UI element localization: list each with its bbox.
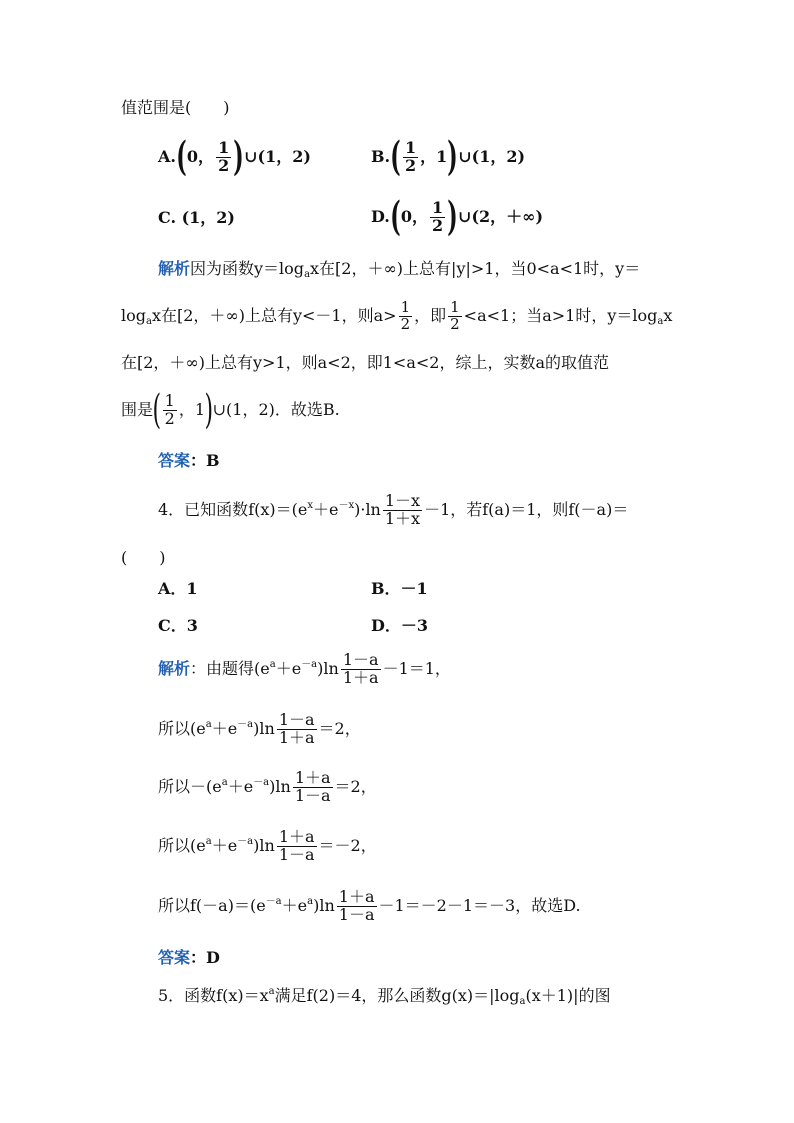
solution-label: 解析 [158,658,191,678]
fraction: $\frac{1-a}{1+a}$ [342,650,379,687]
question-5-stem: 5．函数$f(x)=x^a$满足f(2)＝4，那么函数$g(x)=|\log_a(x+1)|$的图 [158,986,611,1007]
option-b: B．－1 [371,579,428,598]
fraction: $\frac{1}{2}$ [431,198,444,235]
option-d: D.(0， $\frac{1}{2}$ )∪(2，＋∞) [371,193,544,241]
option-a: A．1 [158,579,198,598]
fraction: $\frac{1+a}{1-a}$ [338,887,375,924]
question-stem-tail: 值范围是( ) [121,98,230,117]
fraction: $\frac{1-x}{1+x}$ [384,491,421,528]
option-d: D．－3 [371,616,429,635]
option-b: B.( $\frac{1}{2}$ ，1)∪(1，2) [371,133,526,181]
solution-line: 所以$(e^a+e^{-a})\ln$ $\frac{1-a}{1+a}$ ＝2， [158,710,361,747]
solution-line: 所以$f(-a)=(e^{-a}+e^a)\ln$ $\frac{1+a}{1-a}$ －1＝－2－1＝－3，故选D. [158,887,581,924]
fraction: $\frac{1}{2}$ [450,298,460,333]
solution-line: 所以$-(e^a+e^{-a})\ln$ $\frac{1+a}{1-a}$ ＝2， [158,768,377,805]
option-c: C．3 [158,616,198,635]
answer-line: 答案：D [158,948,220,967]
fraction: $\frac{1-a}{1+a}$ [278,710,315,747]
fraction: $\frac{1}{2}$ [218,138,230,175]
option-c: C. (1，2) [158,208,236,227]
solution-line: 在[2，＋∞)上总有y>1，则a<2，即1<a<2，综上，实数a的取值范 [121,353,609,372]
answer-label: 答案 [158,948,191,967]
answer-label: 答案 [158,451,191,470]
fraction: $\frac{1}{2}$ [405,138,417,175]
fraction: $\frac{1+a}{1-a}$ [294,768,331,805]
text-line [121,100,230,116]
answer-line: 答案：B [158,451,220,470]
solution-line: $\log_ax$在[2，＋∞)上总有y<－1，则a> $\frac{1}{2}$ ，即 $\frac{1}{2}$ <a<1；当a>1时，$y=\log_ax$ [121,298,673,333]
solution-line: 围是( $\frac{1}{2}$ ，1)∪(1，2)．故选B. [121,387,340,434]
solution-label: 解析 [158,259,191,278]
solution-line: 解析因为函数$y=\log_ax$在[2，＋∞)上总有|y|>1，当0<a<1时，y＝ [158,259,641,280]
fraction: $\frac{1+a}{1-a}$ [278,827,315,864]
option-a: A.(0， $\frac{1}{2}$ )∪(1，2) [158,133,311,181]
solution-line: 所以$(e^a+e^{-a})\ln$ $\frac{1+a}{1-a}$ ＝－2， [158,827,377,864]
answer-blank: ( ) [121,548,166,567]
solution-line: 解析：由题得$(e^a+e^{-a})\ln$ $\frac{1-a}{1+a}$ －1＝1， [158,650,451,687]
fraction: $\frac{1}{2}$ [164,391,175,428]
fraction: $\frac{1}{2}$ [400,298,411,333]
question-4-stem: 4．已知函数$f(x)=(e^x+e^{-x})\cdot\ln$ $\frac{1-x}{1+x}$ －1，若f(a)＝1，则f(－a)＝ [158,491,629,528]
